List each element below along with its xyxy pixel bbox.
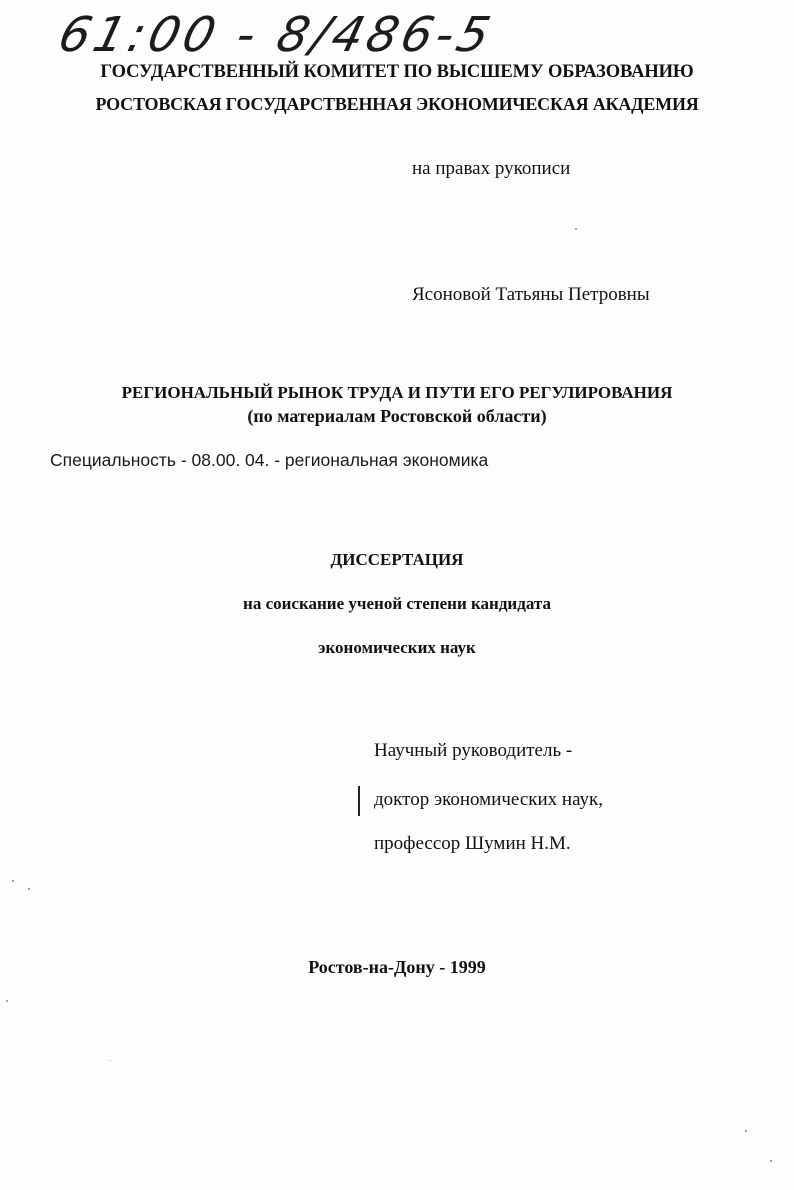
city-year: Ростов-на-Дону - 1999 — [308, 957, 486, 977]
organization-line-1: ГОСУДАРСТВЕННЫЙ КОМИТЕТ ПО ВЫСШЕМУ ОБРАЗОВАНИЮ — [100, 62, 694, 82]
degree-line-2: экономических наук — [318, 638, 476, 657]
manuscript-note: на правах рукописи — [412, 158, 571, 179]
degree-line-1: на соискание ученой степени кандидата — [243, 594, 551, 613]
specialty-line: Специальность - 08.00. 04. - региональная экономика — [50, 450, 489, 470]
scan-speck — [575, 228, 577, 230]
scan-speck — [110, 1060, 111, 1061]
scan-speck — [6, 1000, 8, 1002]
author-name: Ясоновой Татьяны Петровны — [412, 284, 650, 305]
scan-speck — [745, 1130, 747, 1132]
supervisor-role: Научный руководитель - — [374, 740, 573, 761]
scan-speck — [770, 1160, 772, 1162]
dissertation-title-line-1: РЕГИОНАЛЬНЫЙ РЫНОК ТРУДА И ПУТИ ЕГО РЕГУЛИРОВАНИЯ — [121, 383, 673, 402]
organization-line-2: РОСТОВСКАЯ ГОСУДАРСТВЕННАЯ ЭКОНОМИЧЕСКАЯ АКАДЕМИЯ — [95, 94, 699, 114]
scan-speck — [12, 880, 14, 882]
margin-mark — [358, 786, 360, 816]
supervisor-degree: доктор экономических наук, — [374, 789, 604, 810]
dissertation-heading: ДИССЕРТАЦИЯ — [330, 550, 464, 569]
handwritten-archive-number: 61:00 - 8/486-5 — [53, 7, 500, 63]
dissertation-title-line-2: (по материалам Ростовской области) — [247, 406, 547, 426]
supervisor-name: профессор Шумин Н.М. — [374, 833, 571, 854]
scan-speck — [28, 888, 30, 890]
